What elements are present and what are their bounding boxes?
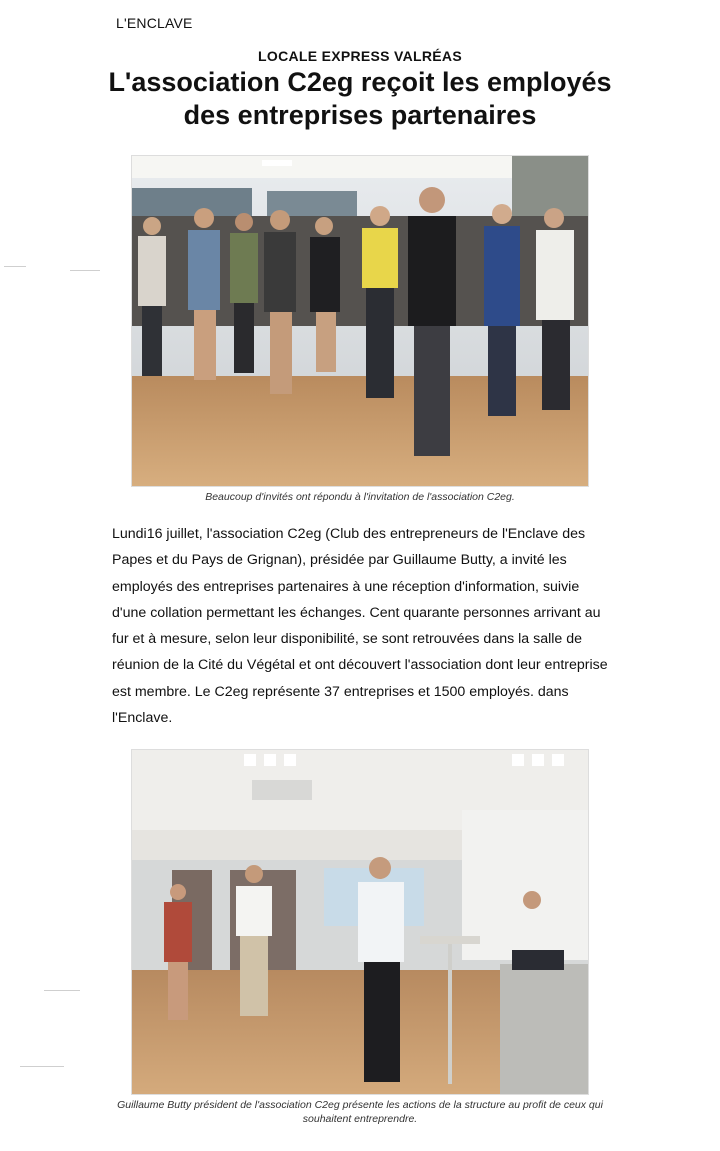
photo-crowd bbox=[131, 155, 589, 487]
scan-mark bbox=[4, 266, 26, 267]
presentation-photo-illustration bbox=[132, 750, 588, 1094]
article-body: Lundi16 juillet, l'association C2eg (Club des entrepreneurs de l'Enclave des Papes et du Pays de Grignan), présidée par Guillaume Butty, a invité les employés des entreprises partenaires à une réception d'information, suivie d'une collation permettant les échanges. Cent quarante personnes arrivant au fur et à mesure, selon leur disponibilité, se sont retrouvées dans la salle de réunion de la Cité du Végétal et ont découvert l'association dont leur entreprise est membre. Le C2eg représente 37 entreprises et 1500 employés. dans l'Enclave. bbox=[112, 526, 608, 727]
article-headline: L'association C2eg reçoit les employés des entreprises partenaires bbox=[108, 67, 612, 130]
photo-presentation bbox=[131, 749, 589, 1095]
scan-mark bbox=[44, 990, 80, 991]
crowd-photo-illustration bbox=[132, 156, 588, 486]
photo-caption-2: Guillaume Butty président de l'association C2eg présente les actions de la structure au profit de ceux qui souhaitent entreprendre. bbox=[117, 1099, 603, 1125]
section-label: L'ENCLAVE bbox=[116, 15, 193, 31]
article-kicker: LOCALE EXPRESS VALRÉAS bbox=[258, 48, 462, 64]
photo-caption-1: Beaucoup d'invités ont répondu à l'invitation de l'association C2eg. bbox=[205, 491, 515, 503]
scan-mark bbox=[20, 1066, 64, 1067]
scan-mark bbox=[70, 270, 100, 271]
